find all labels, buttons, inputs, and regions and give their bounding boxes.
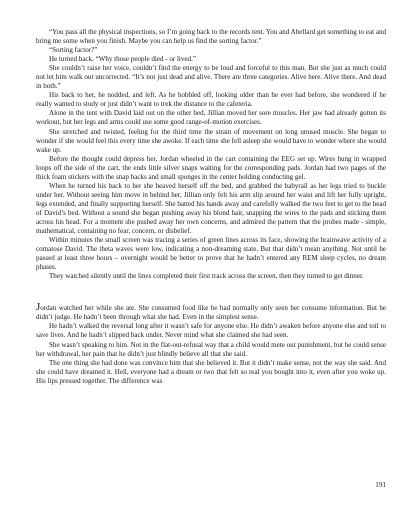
paragraph: He hadn’t walked the reversal long after it wasn’t safe for anyone else. He didn’t awaken before anyone else and toil to save lives. And he hadn’t slipped back under. Never mind what she claimed she had seen. xyxy=(36,322,386,340)
paragraph: Before the thought could depress her, Jordan wheeled in the cart containing the EEG set up. Wires hung in wrapped loops off the side of the cart, the ends little silver snaps waiting for the corresponding pads. Jordan had two pages of the thick foam stickers with the snap backs and small sponges in the center holding conducting gel. xyxy=(36,154,386,181)
paragraph: She couldn’t raise her voice, couldn’t find the energy to be loud and forceful to this man. But she just as much could not let him walk out uncorrected. “It’s not just dead and alive. There are three categories. Alive here. Alive there. And dead in both.” xyxy=(36,64,386,91)
paragraph: Alone in the tent with David laid out on the other bed, Jillian moved her sore muscles. Her jaw had already gotten its workout, but her legs and arms could use some good range-of-motion exercises. xyxy=(36,109,386,127)
page-number: 191 xyxy=(375,481,386,489)
drop-cap: J xyxy=(36,301,41,314)
opening-text: ordan watched her while she ate. She consumed food like he had normally only seen her consume information. But he didn’t judge. He hadn’t been through what she had. Even in the simplest sense. xyxy=(36,304,386,322)
section-break xyxy=(36,281,386,303)
paragraph: The one thing she had done was convince him that she believed it. But it didn’t make sense, not the way she said. And she could have dreamed it. Hell, everyone had a dream or two that felt so real you bought into it, even after you woke up. His lips pressed together. The difference was xyxy=(36,358,386,385)
paragraph: “Sorting factor?” xyxy=(49,46,98,55)
paragraph: He turned back. “Why those people died - or lived.” xyxy=(49,55,196,64)
paragraph: His back to her, he nodded, and left. As he hobbled off, looking older than he ever had before, she wondered if he really wanted to study or just didn’t want to trek the distance to the cafeteria. xyxy=(36,91,386,109)
paragraph: She stretched and twisted, feeling for the third time the strain of movement on long unused muscle. She began to wonder if she would feel this every time she awoke. If each time she fell asleep she would have to wonder where she would wake up. xyxy=(36,127,386,154)
paragraph: Within minutes the small screen was tracing a series of green lines across its face, showing the brainwave activity of a comatose David. The theta waves were low, indicating a non-dreaming state. But that didn’t mean anything. Not until he passed at least three hours – overnight would be better to prove that he hadn’t entered any REM sleep cycles, no dream phases. xyxy=(36,236,386,272)
paragraph: “You pass all the physical inspections, so I’m going back to the records tent. You and Abellard get something to eat and bring me some when you finish. Maybe you can help us find the sorting factor.” xyxy=(36,28,386,46)
body-text xyxy=(36,28,386,386)
paragraph: She wasn’t speaking to him. Not in the flat-out-refusal way that a child would mete out punishment, but he could sense her withdrawal, her pain that he didn’t just blindly believe all that she said. xyxy=(36,340,386,358)
paragraph: They watched silently until the lines completed their first track across the screen, then they turned to get dinner. xyxy=(49,272,364,281)
section-opening-paragraph xyxy=(36,303,386,322)
paragraph: When he turned his back to her she heaved herself off the bed, and grabbed the babyrail as her legs tried to buckle under her. Without seeing him move in behind her, Jillian only felt his arm slip around her waist and lift her fully upright, legs extended, and finally supporting herself. She batted his hands away and carefully walked the two feet to get to the head of David’s bed. Without a sound she began pushing away his blond hair, snapping the wires to the pads and sticking them across his head. For a moment she pushed away her own concerns, and admired the pattern that the probes made - simple, mathematical, containing no fear, concern, or disbelief. xyxy=(36,181,386,236)
